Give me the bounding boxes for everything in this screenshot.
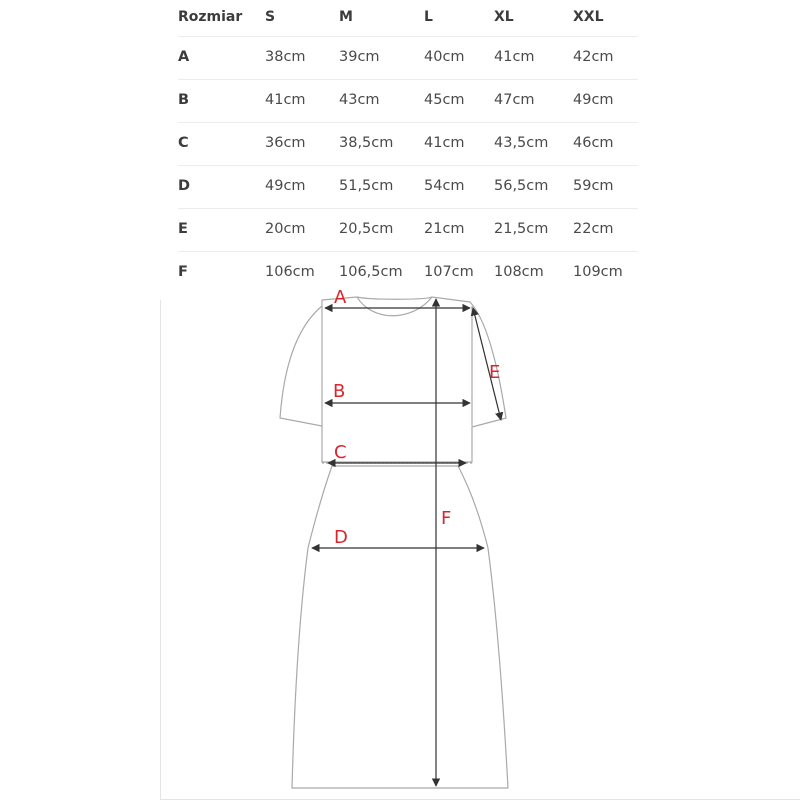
cell-s: 38cm [265,49,306,65]
label-a: A [334,287,347,308]
cell-xxl: 49cm [573,92,614,108]
dress-outline [280,297,508,788]
cell-xl: 47cm [494,92,535,108]
cell-m: 20,5cm [339,221,394,237]
cell-xl: 56,5cm [494,178,549,194]
cell-m: 38,5cm [339,135,394,151]
cell-m: 106,5cm [339,264,403,280]
row-label: F [178,264,188,280]
cell-l: 41cm [424,135,465,151]
cell-xl: 108cm [494,264,544,280]
row-label: A [178,49,190,65]
label-b: B [333,381,346,402]
cell-xl: 41cm [494,49,535,65]
cell-s: 20cm [265,221,306,237]
cell-l: 45cm [424,92,465,108]
cell-l: 107cm [424,264,474,280]
cell-s: 49cm [265,178,306,194]
label-e: E [489,362,501,383]
cell-xxl: 22cm [573,221,614,237]
dress-neckline [357,297,432,299]
header-size-label: Rozmiar [178,9,243,25]
cell-m: 51,5cm [339,178,394,194]
row-label: E [178,221,188,237]
cell-xxl: 42cm [573,49,614,65]
header-size-xxl: XXL [573,9,604,25]
row-label: C [178,135,189,151]
header-size-l: L [424,9,433,25]
label-f: F [441,508,452,529]
label-d: D [334,527,348,548]
cell-xxl: 109cm [573,264,623,280]
cell-m: 39cm [339,49,380,65]
cell-s: 41cm [265,92,306,108]
cell-l: 40cm [424,49,465,65]
header-size-m: M [339,9,353,25]
cell-s: 106cm [265,264,315,280]
cell-xl: 21,5cm [494,221,549,237]
cell-l: 54cm [424,178,465,194]
header-size-s: S [265,9,276,25]
cell-xxl: 46cm [573,135,614,151]
header-size-xl: XL [494,9,514,25]
cell-xl: 43,5cm [494,135,549,151]
cell-l: 21cm [424,221,465,237]
cell-xxl: 59cm [573,178,614,194]
cell-s: 36cm [265,135,306,151]
label-c: C [334,442,347,463]
row-label: B [178,92,190,108]
cell-m: 43cm [339,92,380,108]
row-label: D [178,178,191,194]
dress-skirt-outline [292,466,508,788]
